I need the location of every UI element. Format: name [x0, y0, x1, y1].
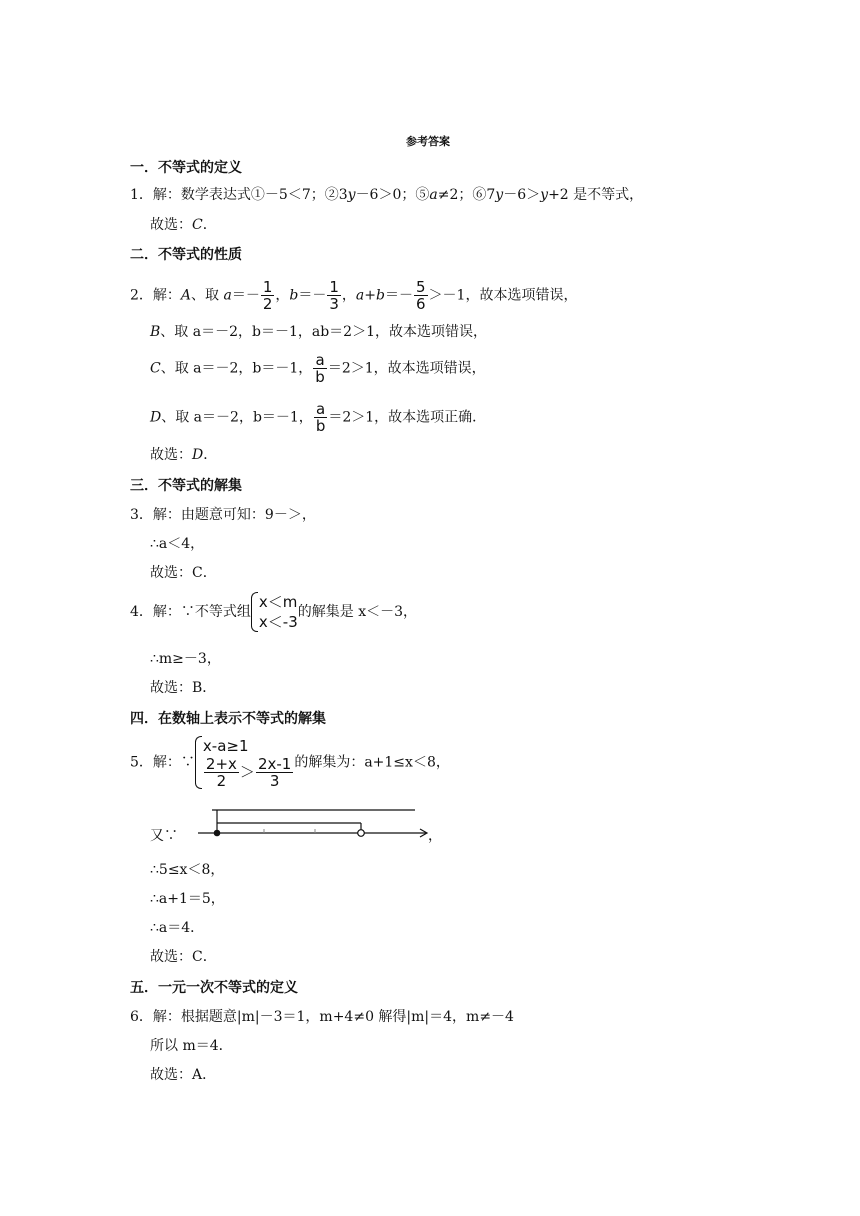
fraction: $\frac{1}{2}$: [262, 278, 273, 313]
section-heading-5: 五．一元一次不等式的定义: [130, 980, 298, 996]
q5-line-1: 5．解：∵ x-a≥1 $\frac{2+x}{2}$ ＞ $\frac{2x-1}{3}$ 的解集为：a+1≤x＜8，: [130, 737, 450, 790]
section-heading-2: 二．不等式的性质: [130, 247, 242, 263]
number-line-diagram: [190, 808, 430, 848]
q2-line-d: D、取 a＝－2，b＝－1， $\frac{a}{b}$ ＝2＞1，故本选项正确．: [150, 400, 487, 435]
fraction: $\frac{5}{6}$: [415, 278, 426, 313]
q3-line-2: ∴a＜4，: [150, 536, 205, 552]
q5-line-4: ∴a＝4．: [150, 920, 205, 936]
q6-answer: 故选：A．: [150, 1067, 217, 1083]
q5-trailing-comma: ，: [428, 828, 442, 844]
q2-answer: 故选：D．: [150, 447, 218, 463]
q5-line-3: ∴a+1＝5，: [150, 891, 225, 907]
q5-answer: 故选：C．: [150, 949, 217, 965]
fraction: $\frac{a}{b}$: [315, 351, 325, 386]
q5-number-line-row: 又∵: [150, 828, 178, 844]
q6-line-1: 6．解：根据题意|m|－3＝1，m+4≠0 解得|m|＝4，m≠－4: [130, 1009, 514, 1025]
fraction: $\frac{1}{3}$: [329, 278, 339, 313]
inequality-system: x-a≥1 $\frac{2+x}{2}$ ＞ $\frac{2x-1}{3}$: [195, 736, 294, 789]
section-heading-4: 四．在数轴上表示不等式的解集: [130, 711, 326, 727]
q4-line-2: ∴m≥－3，: [150, 651, 221, 667]
fraction: $\frac{a}{b}$: [315, 400, 326, 435]
q4-line-1: 4．解：∵不等式组 x＜m x＜-3 的解集是 x＜－3，: [130, 593, 418, 631]
q1-line: 1．解：数学表达式①－5＜7；②3y－6＞0；⑤a≠2；⑥7y－6＞y+2 是不等式，: [130, 187, 644, 203]
inequality-system: x＜m x＜-3: [251, 592, 298, 632]
q5-line-2: ∴5≤x＜8，: [150, 862, 225, 878]
q2-line-c: C、取 a＝－2，b＝－1， $\frac{a}{b}$ ＝2＞1，故本选项错误，: [150, 351, 486, 386]
section-heading-3: 三．不等式的解集: [130, 478, 242, 494]
q2-line-b: B、取 a＝－2，b＝－1，ab＝2＞1，故本选项错误，: [150, 324, 487, 340]
q4-answer: 故选：B．: [150, 680, 217, 696]
q2-line-a: 2．解：A、取 a＝－ $\frac{1}{2}$ ，b＝－ $\frac{1}{3}$ ，a+b＝－ $\frac{5}{6}$ ＞－1，故本选项错误，: [130, 278, 578, 313]
q1-answer: 故选：C．: [150, 217, 217, 233]
q6-line-2: 所以 m＝4．: [150, 1038, 233, 1054]
q3-line-1: 3．解：由题意可知：9－＞，: [130, 507, 316, 523]
q3-answer: 故选：C．: [150, 565, 217, 581]
page-title: 参考答案: [406, 135, 450, 148]
section-heading-1: 一．不等式的定义: [130, 160, 242, 176]
